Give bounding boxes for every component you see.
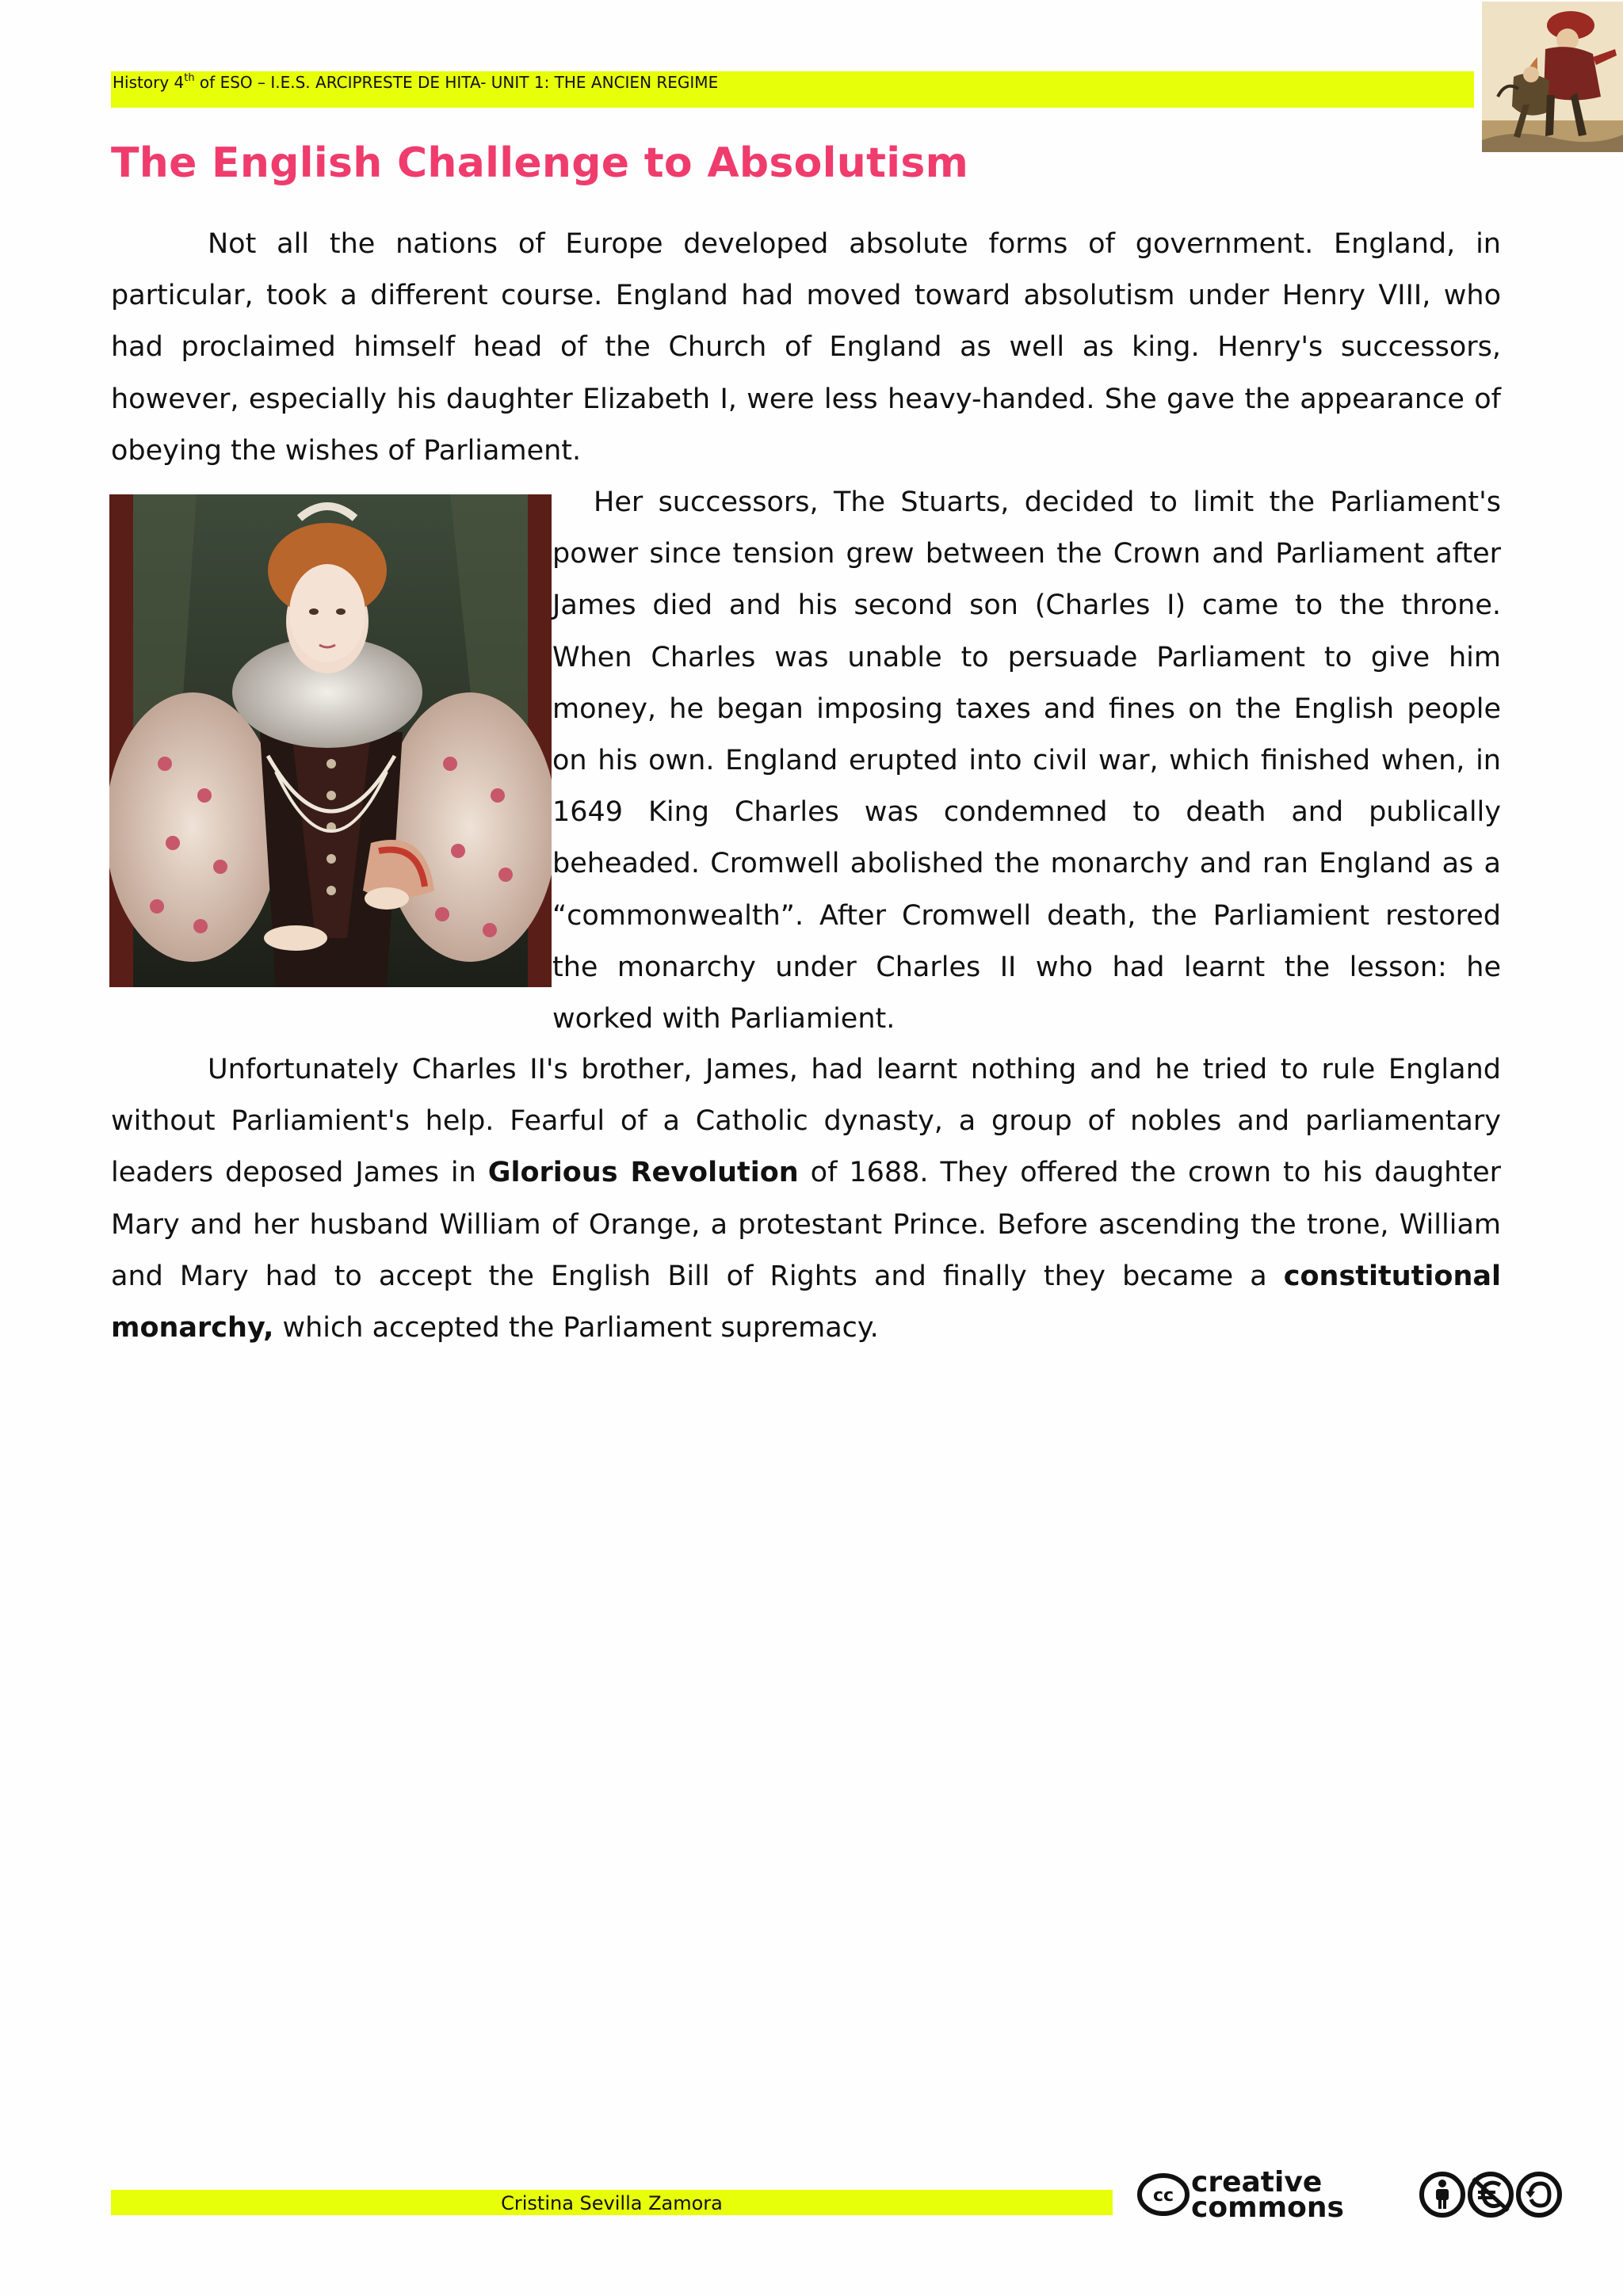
paragraph-stuarts: Her successors, The Stuarts, decided to limit the Parliament's power since tension grew between the Crown and Parliament after James died and his second son (Charles I) came to the throne. When Charles was unable to persuade Parliament to give him money, he began imposing taxes and fines on the English people on his own. England erupted into civil war, which finished when, in 1649 King Charles was condemned to death and publically beheaded. Cromwell abolished the monarchy and ran England as a “commonwealth”. After Cromwell death, the Parliamient restored the monarchy under Charles II who had learnt the lesson: he worked with Parliamient.: [552, 486, 1501, 1035]
paragraph-glorious-revolution: [111, 1044, 1501, 1354]
elizabeth-portrait-image: [109, 494, 552, 987]
creative-word: creative: [1191, 2166, 1323, 2199]
header-bar: [111, 71, 1474, 108]
glorious-revolution-term: Glorious Revolution: [487, 1157, 799, 1189]
paragraph3-part1: Unfortunately Charles II's brother, James, had learnt nothing and he tried to rule England without Parliamient's help. Fearful of a Catholic dynasty, a group of nobles and parliamentary leaders deposed James in: [111, 1054, 1501, 1189]
author-name: Cristina Sevilla Zamora: [501, 2192, 723, 2214]
page-title: The English Challenge to Absolutism: [111, 139, 969, 187]
commons-word: commons: [1191, 2191, 1344, 2222]
header-text-start: History 4: [113, 73, 185, 92]
creative-commons-license: [1137, 2164, 1581, 2222]
header-text-end: of ESO – I.E.S. ARCIPRESTE DE HITA- UNIT 1: THE ANCIEN REGIME: [194, 73, 719, 92]
attribution-icon: [1422, 2174, 1463, 2215]
share-alike-icon: [1518, 2174, 1560, 2215]
cc-badge-icon: [1140, 2176, 1187, 2214]
non-commercial-euro-icon: [1470, 2174, 1511, 2215]
paragraph-intro: Not all the nations of Europe developed absolute forms of government. England, in particular, took a different course. England had moved toward absolutism under Henry VIII, who had proclaimed himself head of the Church of England as well as king. Henry's successors, however, especially his daughter Elizabeth I, were less heavy-handed. She gave the appearance of obeying the wishes of Parliament.: [111, 228, 1501, 467]
paragraph3-part3: which accepted the Parliament supremacy.: [273, 1312, 879, 1344]
constitutional-monarchy-term: constitutional monarchy,: [111, 1260, 1501, 1344]
header-text-sup: th: [184, 72, 195, 84]
caricature-image: [1482, 2, 1623, 152]
paragraph3-part2: of 1688. They offered the crown to his daughter Mary and her husband William of Orange, a protestant Prince. Before ascending the trone, William and Mary had to accept the English Bill of Rights and finally they became a: [111, 1157, 1501, 1292]
cc-badge-text: cc: [1152, 2186, 1174, 2206]
footer-bar: [111, 2190, 1113, 2215]
